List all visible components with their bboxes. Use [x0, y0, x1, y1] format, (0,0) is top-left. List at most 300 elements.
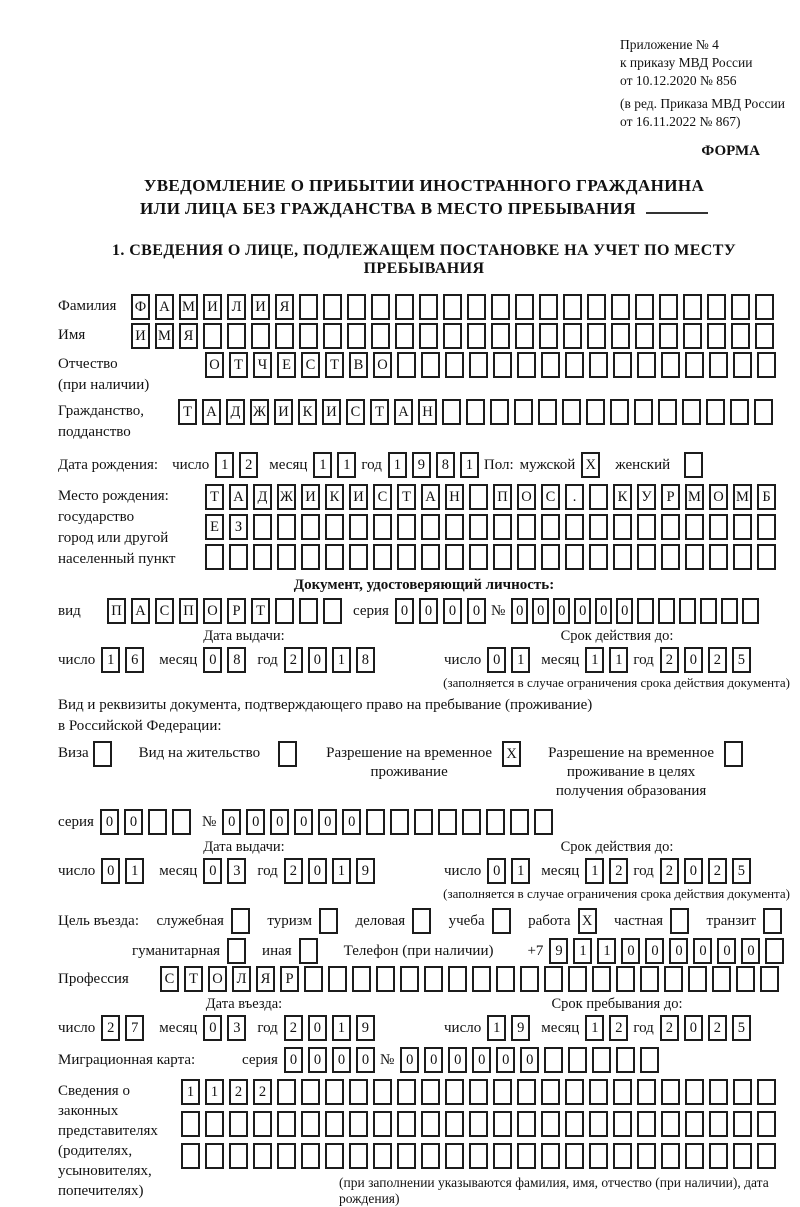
- char-cell[interactable]: [637, 1111, 656, 1137]
- char-cell[interactable]: [349, 514, 368, 540]
- char-cell[interactable]: В: [349, 352, 368, 378]
- char-cell[interactable]: 8: [227, 647, 246, 673]
- char-cell[interactable]: [661, 352, 680, 378]
- char-cell[interactable]: [731, 323, 750, 349]
- char-cell[interactable]: О: [205, 352, 224, 378]
- char-cell[interactable]: [373, 514, 392, 540]
- char-cell[interactable]: [661, 1079, 680, 1105]
- char-cell[interactable]: И: [251, 294, 270, 320]
- char-cell[interactable]: [438, 809, 457, 835]
- char-cell[interactable]: [757, 1079, 776, 1105]
- char-cell[interactable]: [205, 1143, 224, 1169]
- char-cell[interactable]: 9: [356, 1015, 375, 1041]
- char-cell[interactable]: 1: [332, 1015, 351, 1041]
- char-cell[interactable]: [486, 809, 505, 835]
- char-cell[interactable]: [424, 966, 443, 992]
- char-cell[interactable]: 2: [284, 858, 303, 884]
- char-cell[interactable]: [541, 1079, 560, 1105]
- char-cell[interactable]: [685, 1079, 704, 1105]
- char-cell[interactable]: [616, 1047, 635, 1073]
- char-cell[interactable]: 0: [400, 1047, 419, 1073]
- char-cell[interactable]: 0: [318, 809, 337, 835]
- char-cell[interactable]: Т: [325, 352, 344, 378]
- char-cell[interactable]: [589, 544, 608, 570]
- purpose-study-checkbox[interactable]: [492, 908, 511, 934]
- char-cell[interactable]: [517, 514, 536, 540]
- char-cell[interactable]: 1: [332, 858, 351, 884]
- char-cell[interactable]: [661, 1111, 680, 1137]
- char-cell[interactable]: [754, 399, 773, 425]
- char-cell[interactable]: Ж: [250, 399, 269, 425]
- char-cell[interactable]: [472, 966, 491, 992]
- char-cell[interactable]: Е: [277, 352, 296, 378]
- char-cell[interactable]: 2: [660, 858, 679, 884]
- char-cell[interactable]: 1: [609, 647, 628, 673]
- char-cell[interactable]: [491, 294, 510, 320]
- char-cell[interactable]: 0: [511, 598, 528, 624]
- char-cell[interactable]: [301, 1079, 320, 1105]
- purpose-work-checkbox[interactable]: X: [578, 908, 597, 934]
- char-cell[interactable]: Ж: [277, 484, 296, 510]
- char-cell[interactable]: [544, 966, 563, 992]
- char-cell[interactable]: [205, 1111, 224, 1137]
- char-cell[interactable]: 0: [448, 1047, 467, 1073]
- char-cell[interactable]: 0: [553, 598, 570, 624]
- char-cell[interactable]: И: [349, 484, 368, 510]
- char-cell[interactable]: [616, 966, 635, 992]
- char-cell[interactable]: [707, 323, 726, 349]
- char-cell[interactable]: 3: [227, 1015, 246, 1041]
- char-cell[interactable]: [442, 399, 461, 425]
- char-cell[interactable]: [757, 1111, 776, 1137]
- char-cell[interactable]: [277, 544, 296, 570]
- char-cell[interactable]: [637, 1079, 656, 1105]
- char-cell[interactable]: Т: [178, 399, 197, 425]
- char-cell[interactable]: [683, 323, 702, 349]
- char-cell[interactable]: [661, 514, 680, 540]
- char-cell[interactable]: [205, 544, 224, 570]
- char-cell[interactable]: [421, 514, 440, 540]
- char-cell[interactable]: [325, 514, 344, 540]
- char-cell[interactable]: [148, 809, 167, 835]
- char-cell[interactable]: И: [274, 399, 293, 425]
- char-cell[interactable]: [637, 544, 656, 570]
- char-cell[interactable]: 1: [460, 452, 479, 478]
- char-cell[interactable]: 0: [419, 598, 438, 624]
- char-cell[interactable]: [765, 938, 784, 964]
- char-cell[interactable]: А: [131, 598, 150, 624]
- char-cell[interactable]: 9: [356, 858, 375, 884]
- char-cell[interactable]: [323, 323, 342, 349]
- char-cell[interactable]: [637, 352, 656, 378]
- char-cell[interactable]: [181, 1143, 200, 1169]
- char-cell[interactable]: [397, 514, 416, 540]
- char-cell[interactable]: [736, 966, 755, 992]
- char-cell[interactable]: [253, 1111, 272, 1137]
- char-cell[interactable]: 1: [125, 858, 144, 884]
- char-cell[interactable]: 1: [585, 647, 604, 673]
- char-cell[interactable]: [685, 544, 704, 570]
- char-cell[interactable]: 0: [595, 598, 612, 624]
- char-cell[interactable]: 1: [101, 647, 120, 673]
- char-cell[interactable]: [611, 294, 630, 320]
- char-cell[interactable]: 2: [229, 1079, 248, 1105]
- char-cell[interactable]: [421, 1143, 440, 1169]
- char-cell[interactable]: [610, 399, 629, 425]
- char-cell[interactable]: К: [325, 484, 344, 510]
- char-cell[interactable]: 1: [585, 858, 604, 884]
- char-cell[interactable]: [349, 1079, 368, 1105]
- char-cell[interactable]: [534, 809, 553, 835]
- visa-checkbox[interactable]: [93, 741, 112, 767]
- char-cell[interactable]: [565, 544, 584, 570]
- purpose-other-checkbox[interactable]: [299, 938, 318, 964]
- char-cell[interactable]: 1: [511, 647, 530, 673]
- char-cell[interactable]: [328, 966, 347, 992]
- char-cell[interactable]: Д: [226, 399, 245, 425]
- char-cell[interactable]: [421, 1079, 440, 1105]
- char-cell[interactable]: [275, 598, 294, 624]
- char-cell[interactable]: П: [107, 598, 126, 624]
- char-cell[interactable]: 1: [205, 1079, 224, 1105]
- char-cell[interactable]: 0: [496, 1047, 515, 1073]
- char-cell[interactable]: 3: [227, 858, 246, 884]
- char-cell[interactable]: [565, 1143, 584, 1169]
- char-cell[interactable]: [539, 323, 558, 349]
- char-cell[interactable]: [299, 294, 318, 320]
- char-cell[interactable]: 5: [732, 1015, 751, 1041]
- char-cell[interactable]: О: [517, 484, 536, 510]
- char-cell[interactable]: 0: [203, 1015, 222, 1041]
- char-cell[interactable]: [640, 1047, 659, 1073]
- char-cell[interactable]: 0: [741, 938, 760, 964]
- char-cell[interactable]: [172, 809, 191, 835]
- char-cell[interactable]: [510, 809, 529, 835]
- char-cell[interactable]: [466, 399, 485, 425]
- char-cell[interactable]: Т: [184, 966, 203, 992]
- char-cell[interactable]: [467, 294, 486, 320]
- char-cell[interactable]: С: [301, 352, 320, 378]
- char-cell[interactable]: 1: [181, 1079, 200, 1105]
- char-cell[interactable]: Ч: [253, 352, 272, 378]
- char-cell[interactable]: 5: [732, 647, 751, 673]
- purpose-private-checkbox[interactable]: [670, 908, 689, 934]
- char-cell[interactable]: [462, 809, 481, 835]
- char-cell[interactable]: 0: [203, 858, 222, 884]
- char-cell[interactable]: А: [202, 399, 221, 425]
- char-cell[interactable]: [541, 514, 560, 540]
- char-cell[interactable]: [493, 514, 512, 540]
- char-cell[interactable]: 1: [337, 452, 356, 478]
- char-cell[interactable]: Т: [251, 598, 270, 624]
- char-cell[interactable]: 0: [203, 647, 222, 673]
- char-cell[interactable]: [562, 399, 581, 425]
- char-cell[interactable]: [275, 323, 294, 349]
- char-cell[interactable]: [251, 323, 270, 349]
- char-cell[interactable]: [658, 399, 677, 425]
- char-cell[interactable]: [658, 598, 675, 624]
- char-cell[interactable]: А: [229, 484, 248, 510]
- char-cell[interactable]: 0: [294, 809, 313, 835]
- char-cell[interactable]: [323, 294, 342, 320]
- char-cell[interactable]: И: [301, 484, 320, 510]
- char-cell[interactable]: Н: [445, 484, 464, 510]
- char-cell[interactable]: Д: [253, 484, 272, 510]
- char-cell[interactable]: 0: [424, 1047, 443, 1073]
- char-cell[interactable]: [491, 323, 510, 349]
- char-cell[interactable]: [352, 966, 371, 992]
- char-cell[interactable]: 0: [332, 1047, 351, 1073]
- char-cell[interactable]: 0: [574, 598, 591, 624]
- char-cell[interactable]: [301, 1111, 320, 1137]
- char-cell[interactable]: [568, 1047, 587, 1073]
- char-cell[interactable]: [685, 352, 704, 378]
- char-cell[interactable]: 1: [313, 452, 332, 478]
- char-cell[interactable]: [587, 294, 606, 320]
- char-cell[interactable]: [679, 598, 696, 624]
- char-cell[interactable]: [709, 352, 728, 378]
- char-cell[interactable]: [682, 399, 701, 425]
- char-cell[interactable]: 0: [222, 809, 241, 835]
- char-cell[interactable]: [755, 294, 774, 320]
- char-cell[interactable]: [700, 598, 717, 624]
- char-cell[interactable]: Т: [229, 352, 248, 378]
- char-cell[interactable]: [757, 514, 776, 540]
- char-cell[interactable]: 0: [532, 598, 549, 624]
- char-cell[interactable]: С: [346, 399, 365, 425]
- char-cell[interactable]: [742, 598, 759, 624]
- char-cell[interactable]: 2: [609, 858, 628, 884]
- char-cell[interactable]: [203, 323, 222, 349]
- char-cell[interactable]: [659, 323, 678, 349]
- char-cell[interactable]: [325, 544, 344, 570]
- char-cell[interactable]: 0: [487, 858, 506, 884]
- char-cell[interactable]: 2: [660, 1015, 679, 1041]
- char-cell[interactable]: С: [541, 484, 560, 510]
- char-cell[interactable]: [586, 399, 605, 425]
- char-cell[interactable]: [517, 1079, 536, 1105]
- char-cell[interactable]: [397, 1079, 416, 1105]
- char-cell[interactable]: Р: [227, 598, 246, 624]
- char-cell[interactable]: Ф: [131, 294, 150, 320]
- char-cell[interactable]: [637, 598, 654, 624]
- char-cell[interactable]: [496, 966, 515, 992]
- char-cell[interactable]: [390, 809, 409, 835]
- char-cell[interactable]: [661, 544, 680, 570]
- char-cell[interactable]: [493, 1111, 512, 1137]
- char-cell[interactable]: [325, 1143, 344, 1169]
- char-cell[interactable]: [589, 484, 608, 510]
- char-cell[interactable]: 2: [708, 647, 727, 673]
- char-cell[interactable]: [517, 352, 536, 378]
- char-cell[interactable]: 0: [395, 598, 414, 624]
- char-cell[interactable]: [397, 1143, 416, 1169]
- char-cell[interactable]: [448, 966, 467, 992]
- char-cell[interactable]: [445, 1079, 464, 1105]
- char-cell[interactable]: [640, 966, 659, 992]
- char-cell[interactable]: [443, 294, 462, 320]
- char-cell[interactable]: 0: [520, 1047, 539, 1073]
- char-cell[interactable]: [277, 1111, 296, 1137]
- char-cell[interactable]: [397, 352, 416, 378]
- char-cell[interactable]: [709, 1111, 728, 1137]
- char-cell[interactable]: [733, 352, 752, 378]
- char-cell[interactable]: [757, 544, 776, 570]
- char-cell[interactable]: [709, 1143, 728, 1169]
- char-cell[interactable]: А: [394, 399, 413, 425]
- char-cell[interactable]: Р: [661, 484, 680, 510]
- char-cell[interactable]: 0: [246, 809, 265, 835]
- char-cell[interactable]: [688, 966, 707, 992]
- char-cell[interactable]: [589, 1111, 608, 1137]
- char-cell[interactable]: [541, 1143, 560, 1169]
- char-cell[interactable]: [733, 1143, 752, 1169]
- char-cell[interactable]: М: [685, 484, 704, 510]
- purpose-tourism-checkbox[interactable]: [319, 908, 338, 934]
- char-cell[interactable]: С: [160, 966, 179, 992]
- char-cell[interactable]: 0: [487, 647, 506, 673]
- char-cell[interactable]: 0: [669, 938, 688, 964]
- char-cell[interactable]: 9: [511, 1015, 530, 1041]
- char-cell[interactable]: [757, 352, 776, 378]
- char-cell[interactable]: [563, 294, 582, 320]
- char-cell[interactable]: Я: [179, 323, 198, 349]
- char-cell[interactable]: [419, 294, 438, 320]
- char-cell[interactable]: [541, 544, 560, 570]
- char-cell[interactable]: И: [322, 399, 341, 425]
- char-cell[interactable]: 1: [487, 1015, 506, 1041]
- char-cell[interactable]: [613, 352, 632, 378]
- purpose-humanitarian-checkbox[interactable]: [227, 938, 246, 964]
- char-cell[interactable]: 2: [609, 1015, 628, 1041]
- char-cell[interactable]: [568, 966, 587, 992]
- char-cell[interactable]: 1: [388, 452, 407, 478]
- char-cell[interactable]: [544, 1047, 563, 1073]
- char-cell[interactable]: 0: [308, 1047, 327, 1073]
- char-cell[interactable]: [371, 323, 390, 349]
- char-cell[interactable]: [277, 1079, 296, 1105]
- char-cell[interactable]: И: [131, 323, 150, 349]
- char-cell[interactable]: 0: [270, 809, 289, 835]
- char-cell[interactable]: [733, 1111, 752, 1137]
- residence-permit-checkbox[interactable]: [278, 741, 297, 767]
- char-cell[interactable]: 0: [717, 938, 736, 964]
- char-cell[interactable]: 0: [684, 1015, 703, 1041]
- char-cell[interactable]: [373, 1111, 392, 1137]
- char-cell[interactable]: [469, 1079, 488, 1105]
- char-cell[interactable]: [299, 598, 318, 624]
- char-cell[interactable]: Р: [280, 966, 299, 992]
- char-cell[interactable]: [469, 544, 488, 570]
- char-cell[interactable]: 2: [708, 858, 727, 884]
- char-cell[interactable]: [706, 399, 725, 425]
- char-cell[interactable]: [469, 484, 488, 510]
- char-cell[interactable]: Б: [757, 484, 776, 510]
- char-cell[interactable]: 0: [645, 938, 664, 964]
- char-cell[interactable]: [299, 323, 318, 349]
- char-cell[interactable]: [592, 966, 611, 992]
- char-cell[interactable]: [366, 809, 385, 835]
- char-cell[interactable]: 5: [732, 858, 751, 884]
- temp-residence-edu-checkbox[interactable]: [724, 741, 743, 767]
- char-cell[interactable]: [421, 544, 440, 570]
- char-cell[interactable]: И: [203, 294, 222, 320]
- char-cell[interactable]: 2: [284, 647, 303, 673]
- char-cell[interactable]: [445, 544, 464, 570]
- char-cell[interactable]: [634, 399, 653, 425]
- char-cell[interactable]: [445, 514, 464, 540]
- female-checkbox[interactable]: [684, 452, 703, 478]
- char-cell[interactable]: [371, 294, 390, 320]
- char-cell[interactable]: [565, 1111, 584, 1137]
- char-cell[interactable]: 0: [101, 858, 120, 884]
- char-cell[interactable]: [277, 1143, 296, 1169]
- char-cell[interactable]: [563, 323, 582, 349]
- char-cell[interactable]: [613, 514, 632, 540]
- char-cell[interactable]: [731, 294, 750, 320]
- char-cell[interactable]: [709, 514, 728, 540]
- char-cell[interactable]: [443, 323, 462, 349]
- char-cell[interactable]: Т: [397, 484, 416, 510]
- char-cell[interactable]: 7: [125, 1015, 144, 1041]
- char-cell[interactable]: [760, 966, 779, 992]
- char-cell[interactable]: [664, 966, 683, 992]
- char-cell[interactable]: [373, 544, 392, 570]
- char-cell[interactable]: 1: [332, 647, 351, 673]
- char-cell[interactable]: [181, 1111, 200, 1137]
- char-cell[interactable]: [395, 323, 414, 349]
- char-cell[interactable]: М: [733, 484, 752, 510]
- char-cell[interactable]: [229, 544, 248, 570]
- char-cell[interactable]: [637, 1143, 656, 1169]
- char-cell[interactable]: [467, 323, 486, 349]
- char-cell[interactable]: [635, 323, 654, 349]
- char-cell[interactable]: [541, 352, 560, 378]
- char-cell[interactable]: 2: [660, 647, 679, 673]
- purpose-business-checkbox[interactable]: [412, 908, 431, 934]
- char-cell[interactable]: 2: [101, 1015, 120, 1041]
- char-cell[interactable]: 6: [125, 647, 144, 673]
- char-cell[interactable]: [613, 1143, 632, 1169]
- char-cell[interactable]: А: [155, 294, 174, 320]
- char-cell[interactable]: [347, 294, 366, 320]
- char-cell[interactable]: [514, 399, 533, 425]
- char-cell[interactable]: [592, 1047, 611, 1073]
- char-cell[interactable]: 0: [308, 858, 327, 884]
- char-cell[interactable]: 0: [472, 1047, 491, 1073]
- char-cell[interactable]: [373, 1079, 392, 1105]
- char-cell[interactable]: .: [565, 484, 584, 510]
- char-cell[interactable]: [565, 1079, 584, 1105]
- char-cell[interactable]: [229, 1111, 248, 1137]
- male-checkbox[interactable]: X: [581, 452, 600, 478]
- char-cell[interactable]: К: [613, 484, 632, 510]
- char-cell[interactable]: [587, 323, 606, 349]
- char-cell[interactable]: [349, 544, 368, 570]
- char-cell[interactable]: [421, 1111, 440, 1137]
- char-cell[interactable]: [721, 598, 738, 624]
- char-cell[interactable]: [301, 1143, 320, 1169]
- char-cell[interactable]: М: [179, 294, 198, 320]
- char-cell[interactable]: 0: [616, 598, 633, 624]
- char-cell[interactable]: 1: [511, 858, 530, 884]
- char-cell[interactable]: Е: [205, 514, 224, 540]
- char-cell[interactable]: 9: [549, 938, 568, 964]
- char-cell[interactable]: [515, 323, 534, 349]
- char-cell[interactable]: [683, 294, 702, 320]
- char-cell[interactable]: О: [373, 352, 392, 378]
- char-cell[interactable]: [637, 514, 656, 540]
